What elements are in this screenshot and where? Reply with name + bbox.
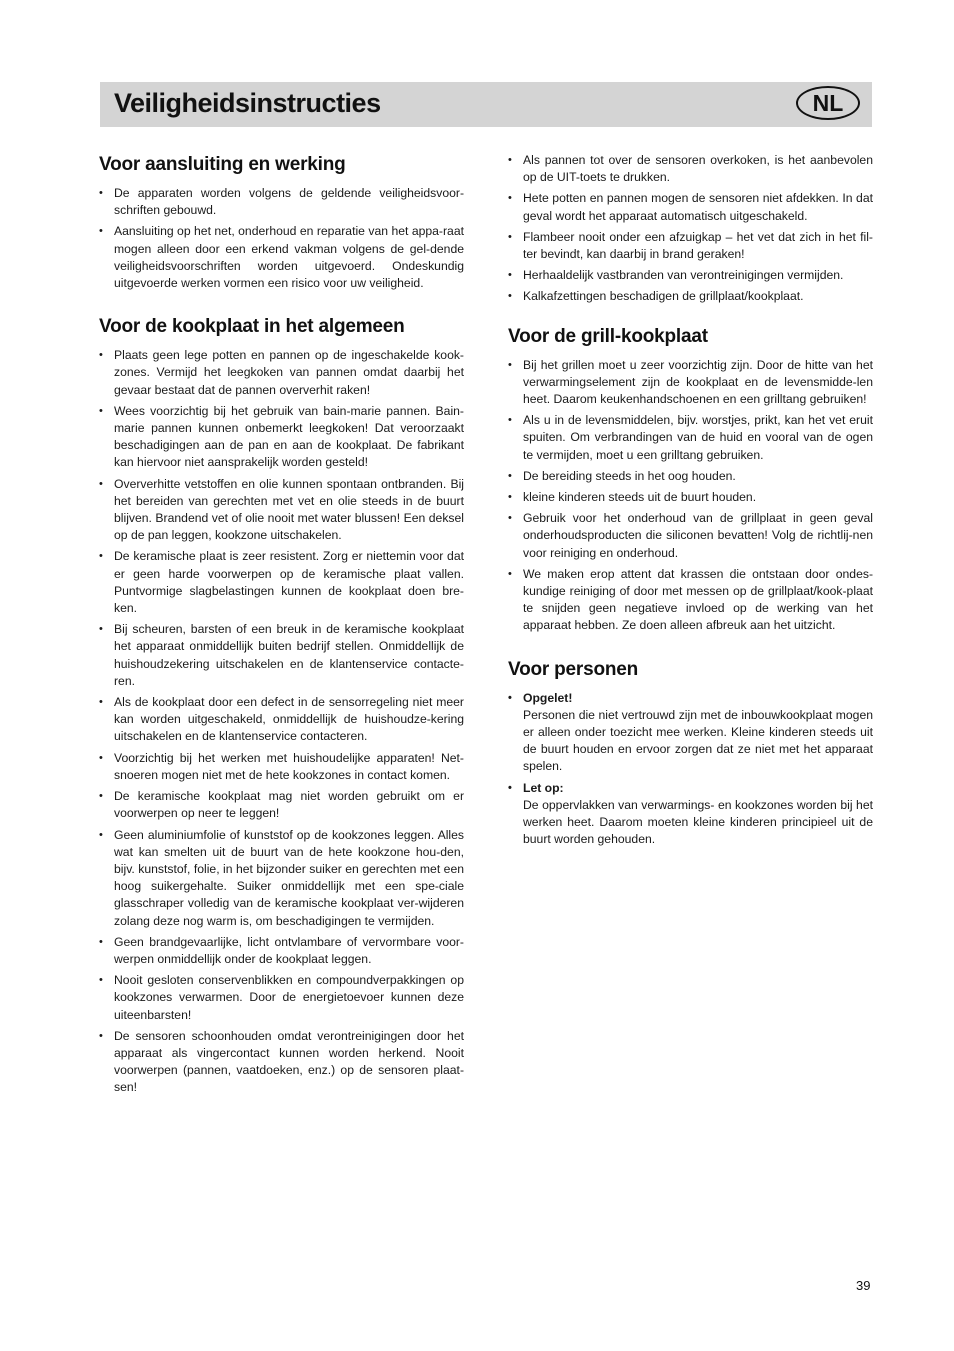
language-badge: NL [796, 86, 860, 120]
left-column [99, 152, 464, 1119]
list-item: • Kalkafzettingen beschadigen de grillplaat/kookplaat. [508, 288, 873, 305]
list-item: • Nooit gesloten conservenblikken en compoundverpakkingen op kookzones verwarmen. Door de energietoevoer kunnen deze uiteenbarsten! [99, 972, 464, 1024]
list-item: • Oververhitte vetstoffen en olie kunnen spontaan ontbranden. Bij het bereiden van gerechten met vet en olie steeds in de buurt blijven. Brandend vet of olie nooit met water blussen! Een deksel op de pan leggen, kookzone uitschakelen. [99, 476, 464, 545]
list-item: • kleine kinderen steeds uit de buurt houden. [508, 489, 873, 506]
list-item: • De apparaten worden volgens de geldende veiligheidsvoor-schriften gebouwd. [99, 185, 464, 219]
list-item: • Herhaaldelijk vastbranden van verontreinigingen vermijden. [508, 267, 873, 284]
list-item: • Bij het grillen moet u zeer voorzichtig zijn. Door de hitte van het verwarmingselement zijn de kookplaat en de levensmidde-len heet. Daarom keukenhandschoenen en een grilltang gebruiken! [508, 357, 873, 409]
section-heading: Voor personen [508, 658, 639, 680]
section-heading: Voor de kookplaat in het algemeen [99, 316, 405, 338]
bullet-list [508, 690, 873, 849]
page-number: 39 [856, 1278, 871, 1293]
section-personen [508, 657, 873, 849]
list-item: • De sensoren schoonhouden omdat verontreinigingen door het apparaat als vingercontact kunnen worden herkend. Nooit voorwerpen (pannen, vaatdoeken, enz.) op de sensoren plaat-sen! [99, 1028, 464, 1097]
bullet-list [99, 185, 464, 292]
section-heading: Voor aansluiting en werking [99, 154, 346, 175]
list-item-warning [508, 690, 873, 776]
list-item: • Geen aluminiumfolie of kunststof op de kookzones leggen. Alles wat kan smelten uit de buurt van de hete kookzone hou-den, bijv. kunststof, folie, in het bijzonder suiker en gerechten met een hoog suikergehalte. Suiker onmiddellijk met een spe-ciale glasschraper volledig van de keramische kookplaat ver-wijderen zolang deze nog warm is, om beschadigingen te vermijden. [99, 827, 464, 930]
list-item: • Flambeer nooit onder een afzuigkap – het vet dat zich in het fil-ter bevindt, kan daarbij in brand geraken! [508, 229, 873, 263]
section-grill [508, 324, 873, 635]
warning-text: Personen die niet vertrouwd zijn met de inbouwkookplaat mogen er alleen onder toezicht mee werken. Kleine kinderen steeds uit de buurt houden en ervoor zorgen dat ze niet met het apparaat spelen. [523, 707, 873, 774]
list-item: • De keramische kookplaat mag niet worden gebruikt om er voorwerpen op neer te leggen! [99, 788, 464, 822]
bullet-list [508, 152, 873, 306]
section-heading: Voor de grill-kookplaat [508, 325, 708, 347]
page-title: Veiligheidsinstructies [114, 88, 381, 118]
section-aansluiting [99, 152, 464, 292]
list-item: • Bij scheuren, barsten of een breuk in de keramische kookplaat het apparaat onmiddellijk buiten bedrijf stellen. Onmiddellijk de huishoudzekering uitschakelen en de klantenservice contacte-ren. [99, 621, 464, 690]
list-item: • Wees voorzichtig bij het gebruik van bain-marie pannen. Bain-marie pannen kunnen onbemerkt leegkoken! Dat veroorzaakt beschadigingen aan de pan en aan de kookplaat. De fabrikant kan hiervoor niet aansprakelijk worden gesteld! [99, 403, 464, 472]
bullet-list [99, 347, 464, 1096]
list-item: • We maken erop attent dat krassen die ontstaan door ondes-kundige reiniging of door met messen op de grillplaat/kook-plaat te snijden geen negatieve invloed op de werking van het apparaat hebben. Ze doen alleen afbreuk aan het uitzicht. [508, 566, 873, 635]
section-kookplaat [99, 314, 464, 1096]
list-item: • Aansluiting op het net, onderhoud en reparatie van het appa-raat mogen alleen door een erkend vakman volgens de gel-dende veiligheidsvoorschriften worden uitgevoerd. Ondeskundig uitgevoerde werken vormen een risico voor uw veiligheid. [99, 223, 464, 292]
section-kookplaat-vervolg [508, 152, 873, 306]
list-item: • Als u in de levensmiddelen, bijv. worstjes, prikt, kan het vet eruit spuiten. Om verbrandingen van de huid en vooral van de ogen te vermijden, moet u een grilltang gebruiken. [508, 412, 873, 464]
list-item: • Als pannen tot over de sensoren overkoken, is het aanbevolen op de UIT-toets te drukken. [508, 152, 873, 186]
page-header [100, 82, 872, 127]
list-item: • Als de kookplaat door een defect in de sensorregeling niet meer kan worden uitgeschakeld, onmiddellijk de huishoudze-kering uitschakelen en de klantenservice contacteren. [99, 694, 464, 746]
right-column [508, 152, 873, 871]
list-item: • Plaats geen lege potten en pannen op de ingeschakelde kook-zones. Vermijd het leegkoken van pannen omdat daarbij het gevaar bestaat dat de pannen oververhit raken! [99, 347, 464, 399]
list-item: • De keramische plaat is zeer resistent. Zorg er niettemin voor dat er geen harde voorwerpen op de keramische plaat vallen. Puntvormige slagbelastingen kunnen de kookplaat doen bre-ken. [99, 548, 464, 617]
caution-text: De oppervlakken van verwarmings- en kookzones worden bij het werken heet. Daarom moeten kleine kinderen principieel uit de buurt worden gehouden. [523, 797, 873, 847]
list-item-caution [508, 780, 873, 849]
list-item: • De bereiding steeds in het oog houden. [508, 468, 873, 485]
bullet-list [508, 357, 873, 635]
list-item: • Voorzichtig bij het werken met huishoudelijke apparaten! Net-snoeren mogen niet met de hete kookzones in contact komen. [99, 750, 464, 784]
list-item: • Hete potten en pannen mogen de sensoren niet afdekken. In dat geval wordt het apparaat automatisch uitgeschakeld. [508, 190, 873, 224]
list-item: • Gebruik voor het onderhoud van de grillplaat in geen geval onderhoudsproducten die siliconen bevatten! Volg de richtlij-nen voor reiniging en onderhoud. [508, 510, 873, 562]
list-item: • Geen brandgevaarlijke, licht ontvlambare of vervormbare voor-werpen onmiddellijk onder de kookplaat leggen. [99, 934, 464, 968]
caution-label: • Let op: [523, 780, 564, 795]
warning-label: • Opgelet! [523, 690, 573, 705]
